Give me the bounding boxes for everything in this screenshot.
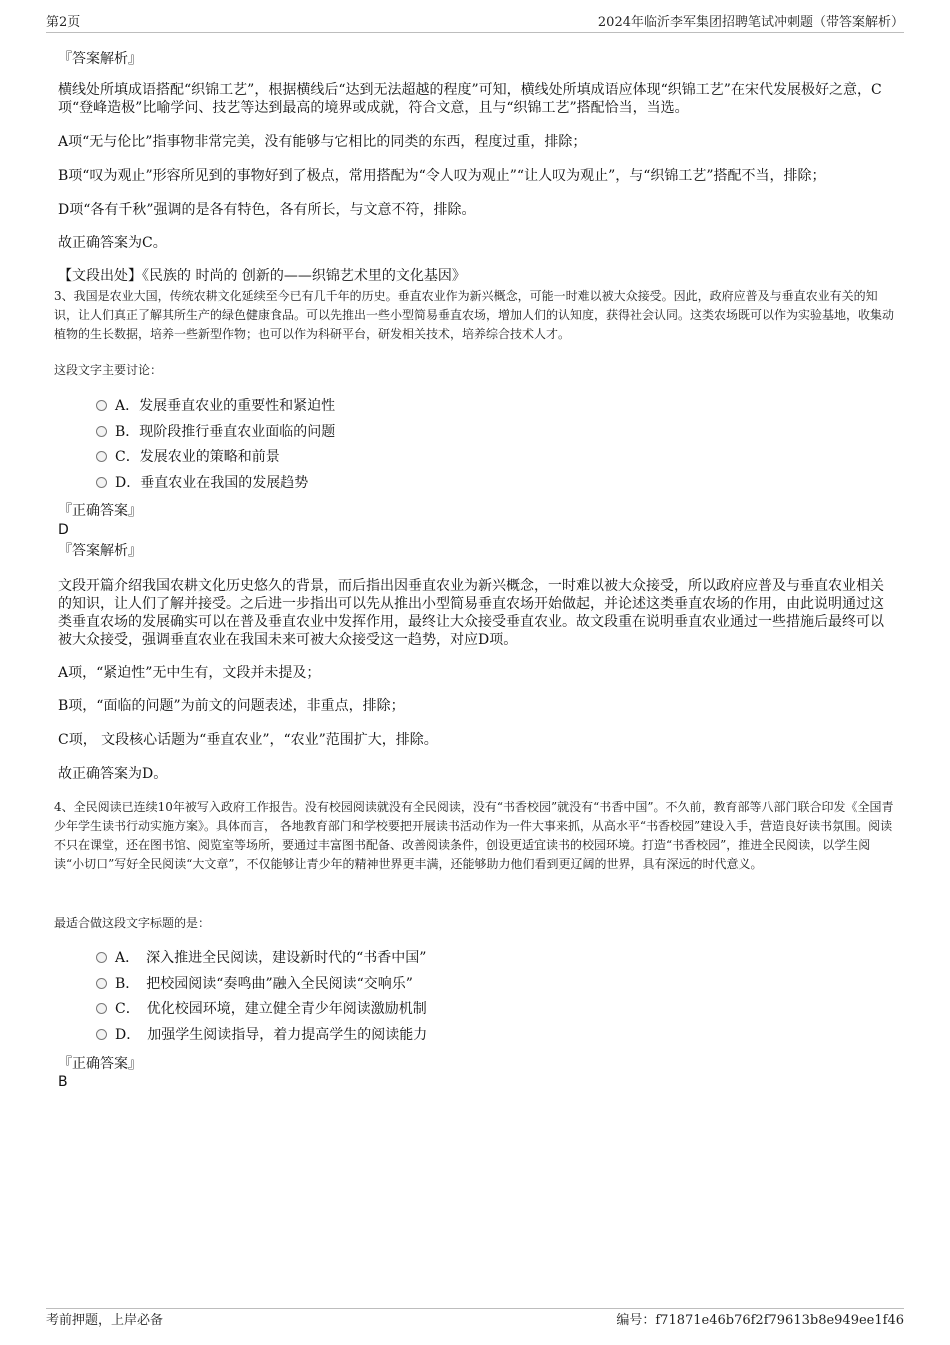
analysis-option-c: C项， 文段核心话题为“垂直农业”，“农业”范围扩大，排除。: [58, 732, 438, 748]
document-title: 2024年临沂李军集团招聘笔试冲刺题（带答案解析）: [597, 15, 904, 30]
radio-icon[interactable]: [96, 477, 107, 488]
question-4-text: 4、全民阅读已连续10年被写入政府工作报告。没有校园阅读就没有全民阅读，没有“书香校园”就没有“书香中国”。不久前，教育部等八部门联合印发《全国青少年学生读书行动实施方案》。具体而言， 各地教育部门和学校要把开展读书活动作为一件大事来抓，从高水平“书香校园”建设入手，营造良好读书氛围。阅读不只在课堂，还在图书馆、阅览室等场所，要通过丰富图书配备、改善阅读条件，创设更适宜读书的校园环境。打造“书香校园”，推进全民阅读，以学生阅读“小切口”写好全民阅读“大文章”，不仅能够让青少年的精神世界更丰满，还能够助力他们看到更辽阔的世界，具有深远的时代意义。: [54, 800, 894, 871]
analysis-option-a: A项“无与伦比”指事物非常完美，没有能够与它相比的同类的东西，程度过重，排除；: [58, 134, 587, 150]
question-3-prompt: 这段文字主要讨论：: [54, 363, 163, 377]
page-number: 第2页: [46, 15, 81, 30]
analysis-label: 『答案解析』: [58, 543, 142, 559]
document-id: 编号：f71871e46b76f2f79613b8e949ee1f46: [616, 1313, 904, 1328]
correct-answer-label: 『正确答案』: [58, 1056, 142, 1072]
page-header: [46, 14, 904, 33]
radio-icon[interactable]: [96, 400, 107, 411]
analysis-option-b: B项“叹为观止”形容所见到的事物好到了极点，常用搭配为“令人叹为观止”“让人叹为观止”，与“织锦工艺”搭配不当，排除；: [58, 168, 826, 184]
correct-answer-value: D: [58, 522, 69, 538]
analysis-conclusion: 故正确答案为C。: [58, 235, 167, 251]
question-3-option-b[interactable]: B．现阶段推行垂直农业面临的问题: [96, 422, 335, 442]
analysis-option-a: A项，“紧迫性”无中生有，文段并未提及；: [58, 665, 321, 681]
question-3-option-a[interactable]: A．发展垂直农业的重要性和紧迫性: [96, 396, 335, 416]
question-4-prompt: 最适合做这段文字标题的是：: [54, 916, 211, 930]
question-4-option-c[interactable]: C． 优化校园环境，建立健全青少年阅读激励机制: [96, 999, 427, 1019]
analysis-paragraph: 文段开篇介绍我国农耕文化历史悠久的背景，而后指出因垂直农业为新兴概念，一时难以被大众接受，所以政府应普及与垂直农业相关的知识，让人们了解并接受。之后进一步指出可以先从推出小型简易垂直农场开始做起，并论述这类垂直农场的作用，由此说明通过这类垂直农场的发展确实可以在普及垂直农业中发挥作用，最终让大众接受垂直农业。故文段重在说明垂直农业通过一些措施后最终可以被大众接受，强调垂直农业在我国未来可被大众接受这一趋势，对应D项。: [58, 578, 884, 648]
analysis-option-b: B项，“面临的问题”为前文的问题表述，非重点，排除；: [58, 698, 405, 714]
source-citation: 【文段出处】《民族的 时尚的 创新的——织锦艺术里的文化基因》: [58, 268, 466, 284]
question-4-option-b[interactable]: B． 把校园阅读“奏鸣曲”融入全民阅读“交响乐”: [96, 974, 413, 994]
radio-icon[interactable]: [96, 1029, 107, 1040]
radio-icon[interactable]: [96, 1003, 107, 1014]
analysis-paragraph: 横线处所填成语搭配“织锦工艺”，根据横线后“达到无法超越的程度”可知，横线处所填成语应体现“织锦工艺”在宋代发展极好之意，C项“登峰造极”比喻学问、技艺等达到最高的境界或成就，符合文意，且与“织锦工艺”搭配恰当，当选。: [58, 82, 882, 116]
radio-icon[interactable]: [96, 952, 107, 963]
analysis-conclusion: 故正确答案为D。: [58, 766, 168, 782]
radio-icon[interactable]: [96, 426, 107, 437]
radio-icon[interactable]: [96, 451, 107, 462]
question-4-option-a[interactable]: A． 深入推进全民阅读，建设新时代的“书香中国”: [96, 948, 426, 968]
correct-answer-value: B: [58, 1074, 68, 1090]
question-3-option-c[interactable]: C．发展农业的策略和前景: [96, 447, 280, 467]
question-3-option-d[interactable]: D．垂直农业在我国的发展趋势: [96, 473, 308, 493]
question-4-option-d[interactable]: D． 加强学生阅读指导，着力提高学生的阅读能力: [96, 1025, 427, 1045]
analysis-label: 『答案解析』: [58, 51, 142, 67]
correct-answer-label: 『正确答案』: [58, 503, 142, 519]
footer-slogan: 考前押题，上岸必备: [46, 1313, 164, 1328]
analysis-option-d: D项“各有千秋”强调的是各有特色，各有所长，与文意不符，排除。: [58, 202, 476, 218]
question-3-text: 3、我国是农业大国，传统农耕文化延续至今已有几千年的历史。垂直农业作为新兴概念，可能一时难以被大众接受。因此，政府应普及与垂直农业有关的知识，让人们真正了解其所生产的绿色健康食品。可以先推出一些小型简易垂直农场，增加人们的认知度，获得社会认同。这类农场既可以作为实验基地，收集动植物的生长数据，培养一些新型作物；也可以作为科研平台，研发相关技术，培养综合技术人才。: [54, 289, 895, 341]
radio-icon[interactable]: [96, 978, 107, 989]
page-footer: [46, 1308, 904, 1329]
